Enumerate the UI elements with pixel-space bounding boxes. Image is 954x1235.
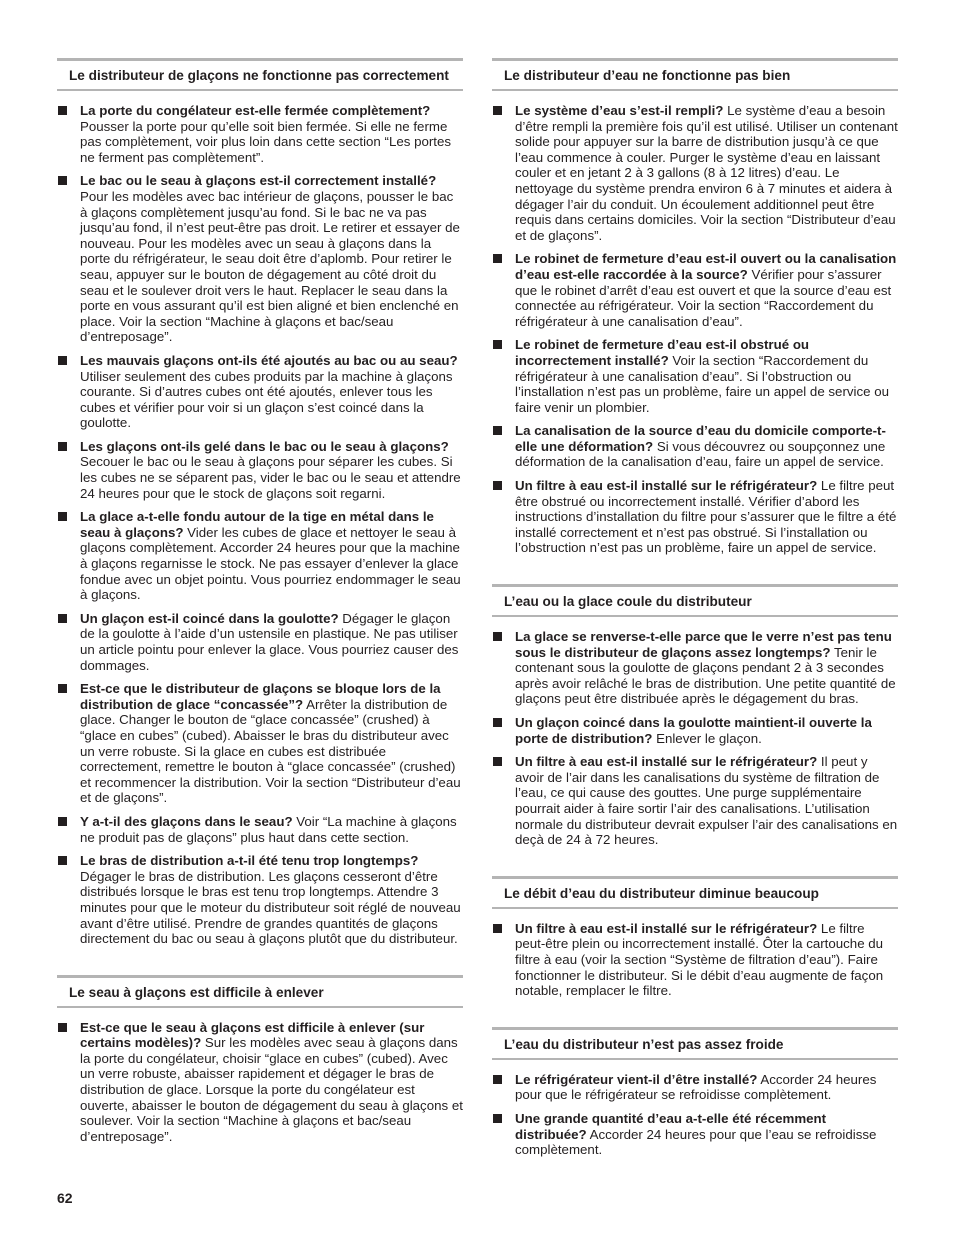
square-bullet-icon	[493, 1075, 502, 1084]
item-list	[492, 101, 898, 556]
square-bullet-icon	[58, 817, 67, 826]
section-heading: Le distributeur d’eau ne fonctionne pas bien	[492, 58, 898, 91]
question-text: Les glaçons ont-ils gelé dans le bac ou le seau à glaçons?	[80, 438, 449, 454]
square-bullet-icon	[493, 481, 502, 490]
question-text: Un filtre à eau est-il installé sur le réfrigérateur?	[515, 754, 818, 770]
square-bullet-icon	[493, 106, 502, 115]
list-item	[492, 478, 898, 556]
question-text: Un filtre à eau est-il installé sur le réfrigérateur?	[515, 478, 818, 494]
square-bullet-icon	[493, 340, 502, 349]
answer-text: Vérifier pour s’assurer que le robinet d’arrêt d’eau est ouvert et que la source d’eau est connectée au réfrigérateur. Voir la section “Raccordement du réfrigérateur à une canalisation d’eau”.	[515, 266, 892, 329]
question-text: Le réfrigérateur vient-il d’être installé?	[515, 1071, 758, 1087]
list-item	[492, 1111, 898, 1158]
question-text: Le robinet de fermeture d’eau est-il ouvert ou la canalisation d’eau est-elle raccordée à la source?	[515, 251, 897, 282]
square-bullet-icon	[58, 106, 67, 115]
answer-text: Voir “La machine à glaçons ne produit pas de glaçons” plus haut dans cette section.	[80, 813, 457, 845]
list-item	[492, 629, 898, 707]
answer-text: Il peut y avoir de l’air dans les canalisations du système de filtration de l’eau, ce qui cause des gouttes. Une purge supplémentaire pourrait aider à faire sortir l’air des canalisations. L’utilisation normale du distributeur devrait expulser l’air des canalisations en deçà de 24 à 72 heures.	[515, 754, 898, 848]
list-item	[492, 754, 898, 848]
troubleshooting-section	[57, 975, 463, 1145]
list-item	[57, 353, 463, 431]
answer-text: Dégager le glaçon de la goulotte à l’aide d’un ustensile en plastique. Ne pas utiliser un article pointu pour enlever la glace. Vous pourriez causer des dommages.	[80, 610, 459, 673]
answer-text: Accorder 24 heures pour que le réfrigérateur se refroidisse complètement.	[515, 1071, 877, 1103]
square-bullet-icon	[493, 426, 502, 435]
list-item	[57, 103, 463, 165]
answer-text: Dégager le bras de distribution. Les glaçons cesseront d’être distribués lorsque le bras est tenu trop longtemps. Attendre 3 minutes pour que le moteur du distributeur soit réglé de nouveau avant d’être utilisé. Prendre de grandes quantités de glaçons directement du bac ou seau à glaçons plutôt que du distributeur.	[80, 868, 461, 947]
answer-text: Le filtre peut-être plein ou incorrectement installé. Ôter la cartouche du filtre à eau (voir la section “Système de filtration d’eau”). Faire fonctionner le distributeur. Si le débit d’eau augmente de façon notable, remplacer le filtre.	[515, 920, 884, 999]
answer-text: Le système d’eau a besoin d’être rempli la première fois qu’il est utilisé. Utiliser un contenant solide pour appuyer sur la barre de distribution jusqu’à ce que l’eau commence à couler. Purger le système d’eau en laissant couler et en jetant 2 à 3 gallons (8 à 12 litres) d’eau. Le nettoyage du système prendra environ 6 à 7 minutes et aidera à dégager l’air du conduit. Un écoulement additionnel peut être requis dans certains domiciles. Voir la section “Distributeur d’eau et de glaçons”.	[515, 103, 898, 243]
list-item	[492, 337, 898, 415]
question-text: La glace se renverse-t-elle parce que le verre n’est pas tenu sous le distributeur de glaçons assez longtemps?	[515, 629, 892, 660]
square-bullet-icon	[493, 1114, 502, 1123]
item-list	[57, 101, 463, 947]
square-bullet-icon	[493, 718, 502, 727]
question-text: Une grande quantité d’eau a-t-elle été récemment distribuée?	[515, 1110, 827, 1142]
answer-text: Arrêter la distribution de glace. Changer le bouton de “glace concassée” (crushed) à “glace en cubes” (cubed). Abaisser le bras du distributeur avec un verre robuste. Si la glace en cubes est distribuée correctement, remettre le bouton à “glace concassée” (crushed) et recommencer la distribution. Voir la section “Distributeur d’eau et de glaçons”.	[80, 696, 461, 806]
square-bullet-icon	[58, 176, 67, 185]
answer-text: Voir la section “Raccordement du réfrigérateur à une canalisation d’eau”. Si l’obstruction ou l’installation n’est pas un problème, faire un appel de service ou faire venir un plombier.	[515, 352, 890, 415]
section-spacer	[57, 955, 463, 973]
item-list	[492, 1070, 898, 1158]
answer-text: Pousser la porte pour qu’elle soit bien fermée. Si elle ne ferme pas complètement, voir plus loin dans cette section “Les portes ne ferment pas complètement”.	[80, 118, 452, 165]
section-heading: Le seau à glaçons est difficile à enlever	[57, 975, 463, 1008]
list-item	[57, 681, 463, 806]
troubleshooting-section	[57, 58, 463, 973]
list-item	[57, 814, 463, 845]
page-number: 62	[57, 1190, 73, 1206]
list-item	[57, 853, 463, 947]
question-text: Le bac ou le seau à glaçons est-il correctement installé?	[80, 173, 437, 189]
square-bullet-icon	[58, 856, 67, 865]
list-item	[492, 1072, 898, 1103]
item-list	[492, 919, 898, 999]
list-item	[492, 251, 898, 329]
list-item	[57, 611, 463, 673]
list-item	[57, 509, 463, 603]
question-text: Les mauvais glaçons ont-ils été ajoutés au bac ou au seau?	[80, 352, 458, 368]
question-text: Le système d’eau s’est-il rempli?	[515, 103, 724, 118]
section-heading: L’eau ou la glace coule du distributeur	[492, 584, 898, 617]
square-bullet-icon	[493, 924, 502, 933]
square-bullet-icon	[493, 757, 502, 766]
troubleshooting-section	[492, 1027, 898, 1158]
question-text: Y a-t-il des glaçons dans le seau?	[80, 813, 293, 829]
question-text: Un glaçon est-il coincé dans la goulotte?	[80, 610, 339, 626]
question-text: Le robinet de fermeture d’eau est-il obstrué ou incorrectement installé?	[515, 337, 810, 368]
question-text: La canalisation de la source d’eau du domicile comporte-t-elle une déformation?	[515, 423, 886, 454]
square-bullet-icon	[58, 614, 67, 623]
section-spacer	[492, 1007, 898, 1025]
question-text: Le bras de distribution a-t-il été tenu trop longtemps?	[80, 853, 419, 869]
answer-text: Pour les modèles avec bac intérieur de glaçons, pousser le bac à glaçons complètement jusqu’au fond. Si le bac ne va pas jusqu’au fond, il n’est peut-être pas droit. Le retirer et essayer de nouveau. Pour les modèles avec un seau à glaçons dans la porte du réfrigérateur, le seau doit être d’aplomb. Pour retirer le seau, appuyer sur le bouton de dégagement au côté droit du seau et le soulever droit vers le haut. Replacer le seau dans la porte en vous assurant qu’il est bien aligné et bien enclenché en place. Voir la section “Machine à glaçons et bac/seau d’entreposage”.	[80, 188, 460, 345]
answer-text: Vider les cubes de glace et nettoyer le seau à glaçons complètement. Accorder 24 heures pour que la machine à glaçons regarnisse le stock. Ne pas essayer d’enlever la glace fondue avec un objet pointu. Vous pourriez endommager le seau à glaçons.	[80, 524, 461, 603]
answer-text: Accorder 24 heures pour que l’eau se refroidisse complètement.	[515, 1126, 877, 1158]
answer-text: Secouer le bac ou le seau à glaçons pour séparer les cubes. Si les cubes ne se séparent pas, vider le bac ou le seau et attendre 24 heures pour que le stock de glaçons soit regarni.	[80, 454, 461, 501]
troubleshooting-section	[492, 876, 898, 1025]
troubleshooting-section	[492, 584, 898, 874]
list-item	[492, 715, 898, 746]
square-bullet-icon	[493, 254, 502, 263]
square-bullet-icon	[58, 512, 67, 521]
question-text: La porte du congélateur est-elle fermée complètement?	[80, 103, 431, 118]
list-item	[492, 423, 898, 470]
question-text: La glace a-t-elle fondu autour de la tige en métal dans le seau à glaçons?	[80, 509, 434, 540]
question-text: Est-ce que le seau à glaçons est difficile à enlever (sur certains modèles)?	[80, 1019, 425, 1051]
item-list	[57, 1018, 463, 1145]
item-list	[492, 627, 898, 848]
list-item	[57, 439, 463, 501]
answer-text: Sur les modèles avec seau à glaçons dans la porte du congélateur, choisir “glace en cubes” (cubed). Avec un verre robuste, abaisser rapidement et dégager le bras de distribution de glace. Lorsque la porte du congélateur est ouverte, abaisser le bouton de dégagement du seau à glaçons et soulever. Voir la section “Machine à glaçons et bac/seau d’entreposage”.	[80, 1035, 463, 1144]
question-text: Un glaçon coincé dans la goulotte maintient-il ouverte la porte de distribution?	[515, 715, 872, 746]
answer-text: Enlever le glaçon.	[652, 730, 762, 746]
troubleshooting-section	[492, 58, 898, 582]
left-column	[57, 58, 463, 1152]
right-column	[492, 58, 898, 1166]
section-heading: Le distributeur de glaçons ne fonctionne pas correctement	[57, 58, 463, 91]
answer-text: Tenir le contenant sous la goulotte de glaçons pendant 2 à 3 secondes après avoir relâché le bras de distribution. Une petite quantité de glaçons peut être distribuée après le dégagement du bras.	[515, 644, 896, 707]
section-spacer	[492, 564, 898, 582]
section-spacer	[492, 856, 898, 874]
section-heading: L’eau du distributeur n’est pas assez froide	[492, 1027, 898, 1060]
list-item	[492, 921, 898, 999]
square-bullet-icon	[493, 632, 502, 641]
question-text: Un filtre à eau est-il installé sur le réfrigérateur?	[515, 920, 818, 936]
section-heading: Le débit d’eau du distributeur diminue beaucoup	[492, 876, 898, 909]
question-text: Est-ce que le distributeur de glaçons se bloque lors de la distribution de glace “concassée”?	[80, 681, 441, 712]
answer-text: Si vous découvrez ou soupçonnez une déformation de la canalisation d’eau, faire un appel de service.	[515, 438, 886, 470]
answer-text: Le filtre peut être obstrué ou incorrectement installé. Vérifier d’abord les instructions d’installation du filtre pour s’assurer que le filtre a été installé correctement et n’est pas obstrué. Si l’installation ou l’obstruction n’est pas un problème, faire un appel de service.	[515, 478, 897, 556]
list-item	[57, 1020, 463, 1145]
square-bullet-icon	[58, 356, 67, 365]
list-item	[492, 103, 898, 243]
list-item	[57, 173, 463, 345]
square-bullet-icon	[58, 684, 67, 693]
square-bullet-icon	[58, 1023, 67, 1032]
square-bullet-icon	[58, 442, 67, 451]
answer-text: Utiliser seulement des cubes produits par la machine à glaçons courante. Si d’autres cubes ont été ajoutés, enlever tous les cubes et vérifier pour voir si un glaçon s’est coincé dans la goulotte.	[80, 368, 453, 431]
